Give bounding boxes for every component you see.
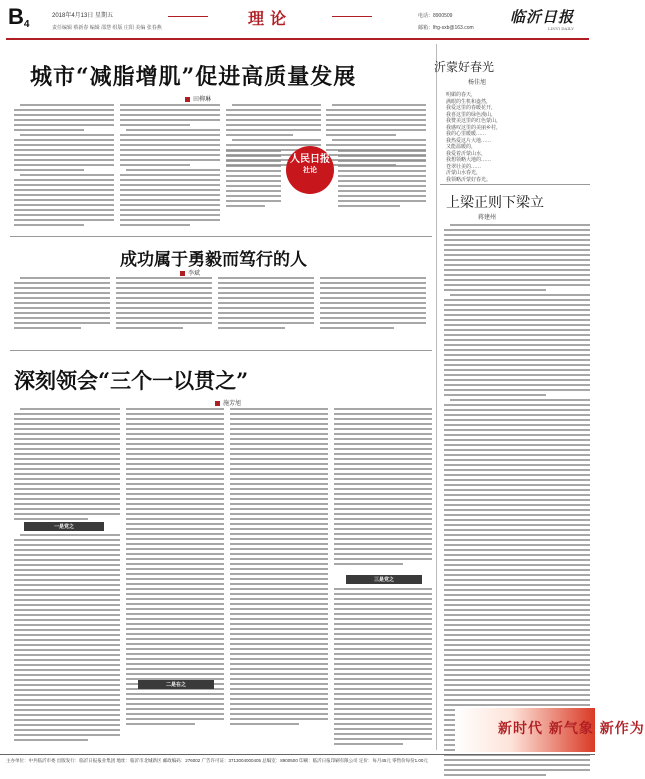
headline-article-1: 城市“减脂增肌”促进高质量发展 (30, 64, 357, 90)
article-3-column-4b (334, 588, 432, 748)
page-code: B4 (8, 4, 30, 30)
poem-line: 我感叹这里的美丽乡村， (446, 124, 502, 131)
logo-subtitle: LINYI DAILY (548, 26, 574, 31)
newspaper-logo: 临沂日报 (510, 8, 575, 26)
poem-line: 我爱着沂蒙山水， (446, 150, 487, 157)
article-2-column-2 (116, 277, 212, 332)
slogan-banner-text: 新时代 新气象 新作为 (498, 721, 645, 737)
article-2-column-3 (218, 277, 314, 332)
poem-line: 满眼的生机和盎然， (446, 98, 492, 105)
poem-line: 我赞美这里的红色蒙山， (446, 118, 502, 124)
byline-article-1: 田柳琳 (185, 94, 211, 103)
article-1-column-5 (338, 150, 426, 210)
subhead-article-3-3: 三是党之 (346, 575, 422, 584)
poem-author: 杨佳旭 (468, 79, 487, 86)
poem-line: 我爱这里的春暖花开， (446, 105, 497, 111)
subhead-article-3-1: 一是党之 (24, 522, 104, 531)
poem-line: 明媚的春天， (446, 92, 477, 98)
article-3-column-1 (14, 408, 120, 523)
subhead-article-3-2: 二是在之 (138, 680, 214, 689)
poem-line: 苍翠壮美的…… (446, 163, 482, 170)
article-3-column-4 (334, 408, 432, 568)
article-3-column-3 (230, 408, 328, 728)
article-4-body (444, 224, 590, 779)
byline-article-3: 施芳旭 (215, 398, 241, 407)
poem-line: 我喜这里的绿色漫山， (446, 111, 497, 118)
masthead (0, 0, 595, 38)
column-separator (436, 44, 437, 750)
article-3-column-1b (14, 534, 120, 744)
headline-article-4: 上梁正则下梁立 (446, 195, 544, 211)
article-1-column-2 (120, 104, 220, 229)
byline-marker-icon (215, 401, 220, 406)
byline-marker-icon (180, 271, 185, 276)
poem-line: 我想领略大地的…… (446, 157, 492, 163)
phone-label: 电话：8900509 (418, 13, 453, 19)
issue-date: 2018年4月13日 星期五 (52, 13, 114, 19)
headline-article-3: 深刻领会“三个一以贯之” (14, 368, 249, 393)
section-title: 理论 (210, 6, 330, 28)
headline-article-2: 成功属于勇毅而笃行的人 (120, 250, 307, 270)
article-1-column-1 (14, 104, 114, 229)
article-1-column-6 (226, 150, 281, 210)
staff-credits: 责任编辑 蔡新春 编辑 邵慧 组版 庄阳 美编 张春燕 (52, 25, 162, 31)
people-daily-editorial-seal: 人民日报 社论 (286, 146, 334, 194)
poem-title: 沂蒙好春光 (434, 60, 495, 74)
email-label: 邮箱：lfrg-sxb@163.com (418, 25, 474, 31)
byline-marker-icon (185, 97, 190, 102)
byline-article-4: 蒋建州 (478, 214, 497, 221)
divider-right (440, 184, 590, 185)
divider-2 (10, 350, 432, 351)
poem-line: 我的心里暖暖…… (446, 131, 487, 137)
poem-line: 我领略沂蒙好春光。 (446, 176, 492, 183)
masthead-divider (6, 38, 589, 40)
footer-imprint: 主办单位：中共临沂市委 出版发行：临沂日报报业集团 地址：临沂市北城新区 邮政编码：276002 广告许可证：3713004000405 总编室：8900500 印刷：临沂日报印刷有限公司 定价：每月45元 零售价每份1.00元 (0, 754, 595, 768)
poem-line: 我热爱这片大地…… (446, 137, 492, 144)
poem-line: 沂蒙山水春光， (446, 170, 482, 176)
divider-1 (10, 236, 432, 237)
poem-line: 又能温暖的， (446, 144, 477, 150)
byline-article-2: 李斌 (180, 268, 200, 277)
article-2-column-4 (320, 277, 426, 332)
article-2-column-1 (14, 277, 110, 332)
